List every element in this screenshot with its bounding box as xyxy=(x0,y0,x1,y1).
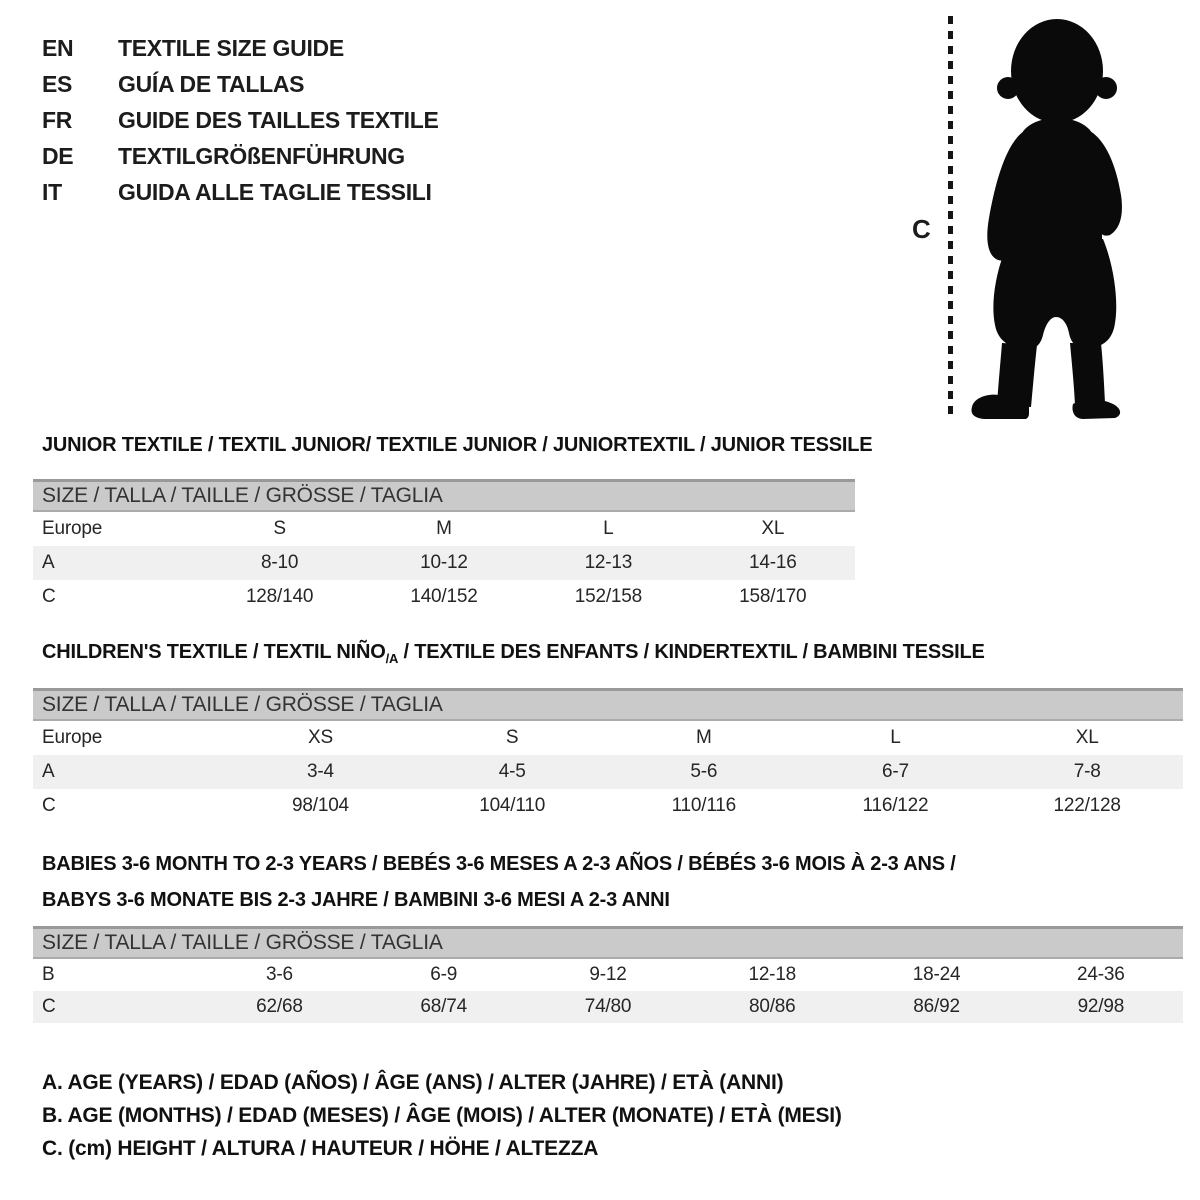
size-cell: 3-6 xyxy=(265,964,293,985)
lang-title: GUIDA ALLE TAGLIE TESSILI xyxy=(118,178,432,205)
table-row-height xyxy=(33,580,855,614)
size-cell: 10-12 xyxy=(362,546,526,580)
lang-row-en xyxy=(42,30,439,66)
size-cell: 116/122 xyxy=(862,795,929,816)
size-cell: 68/74 xyxy=(362,991,526,1023)
size-cell: 62/68 xyxy=(197,991,361,1023)
lang-row-it xyxy=(42,174,439,210)
size-header-bar: SIZE / TALLA / TAILLE / GRÖSSE / TAGLIA xyxy=(33,928,1183,959)
height-dotted-line-icon xyxy=(948,16,953,416)
children-size-table xyxy=(33,688,1183,823)
section-title-children xyxy=(42,641,985,666)
table-row-europe xyxy=(33,720,1183,755)
lang-title: GUÍA DE TALLAS xyxy=(118,70,305,97)
size-cell: XL xyxy=(761,518,785,539)
size-cell: 74/80 xyxy=(526,991,690,1023)
table-row-height xyxy=(33,991,1183,1023)
size-header-bar: SIZE / TALLA / TAILLE / GRÖSSE / TAGLIA xyxy=(33,690,1183,721)
lang-title: GUIDE DES TAILLES TEXTILE xyxy=(118,106,439,133)
size-cell: S xyxy=(505,727,519,748)
table-row-age xyxy=(33,755,1183,789)
babies-size-table xyxy=(33,926,1183,1023)
babies-title-line2: BABYS 3-6 MONATE BIS 2-3 JAHRE / BAMBINI 3-6 MESI A 2-3 ANNI xyxy=(42,889,670,911)
measure-legend xyxy=(42,1066,842,1165)
lang-code: IT xyxy=(42,178,62,205)
row-label: A xyxy=(33,755,225,789)
size-cell: XL xyxy=(1075,727,1099,748)
size-cell: M xyxy=(695,727,712,748)
size-cell: 92/98 xyxy=(1019,991,1183,1023)
row-label: C xyxy=(42,795,56,816)
section-title-babies xyxy=(42,846,956,918)
measure-c-label: C xyxy=(912,214,931,244)
size-cell: 6-7 xyxy=(800,755,992,789)
size-cell: 24-36 xyxy=(1077,964,1125,985)
size-cell: 98/104 xyxy=(292,795,349,816)
size-cell: 140/152 xyxy=(410,586,478,607)
lang-title: TEXTILGRÖßENFÜHRUNG xyxy=(118,142,405,169)
size-cell: 12-13 xyxy=(526,546,690,580)
lang-code: ES xyxy=(42,70,73,97)
size-cell: 158/170 xyxy=(739,586,807,607)
size-cell: M xyxy=(436,518,452,539)
table-header-row xyxy=(33,928,1183,959)
language-title-list xyxy=(42,30,439,210)
size-cell: S xyxy=(273,518,286,539)
height-measure-figure xyxy=(890,0,1190,430)
size-cell: 14-16 xyxy=(691,546,855,580)
size-cell: 152/158 xyxy=(574,586,642,607)
row-label: A xyxy=(33,546,197,580)
size-cell: 128/140 xyxy=(245,586,314,607)
row-label: Europe xyxy=(42,727,103,748)
children-title-prefix: CHILDREN'S TEXTILE / TEXTIL NIÑO xyxy=(42,641,386,663)
lang-row-es xyxy=(42,66,439,102)
size-cell: 7-8 xyxy=(991,755,1183,789)
junior-size-table xyxy=(33,479,855,614)
table-header-row xyxy=(33,690,1183,721)
size-cell: 86/92 xyxy=(854,991,1018,1023)
size-header-bar: SIZE / TALLA / TAILLE / GRÖSSE / TAGLIA xyxy=(33,481,855,512)
table-row-europe xyxy=(33,511,855,546)
section-title-junior: JUNIOR TEXTILE / TEXTIL JUNIOR/ TEXTILE JUNIOR / JUNIORTEXTIL / JUNIOR TESSILE xyxy=(42,434,873,456)
table-row-height xyxy=(33,789,1183,823)
children-title-sub: /A xyxy=(385,651,399,666)
row-label: B xyxy=(42,964,55,985)
size-cell: 8-10 xyxy=(197,546,361,580)
toddler-silhouette-icon xyxy=(962,13,1148,419)
table-header-row xyxy=(33,481,855,512)
size-cell: 122/128 xyxy=(1053,795,1121,816)
size-cell: 104/110 xyxy=(479,795,546,816)
lang-code: DE xyxy=(42,142,74,169)
size-cell: L xyxy=(603,518,614,539)
table-row-months xyxy=(33,958,1183,991)
size-cell: 4-5 xyxy=(416,755,608,789)
size-cell: 12-18 xyxy=(748,964,797,985)
legend-line-b: B. AGE (MONTHS) / EDAD (MESES) / ÂGE (MOIS) / ALTER (MONATE) / ETÀ (MESI) xyxy=(42,1104,842,1127)
lang-title: TEXTILE SIZE GUIDE xyxy=(118,34,344,61)
size-cell: 5-6 xyxy=(608,755,800,789)
row-label: C xyxy=(42,586,56,607)
size-cell: L xyxy=(890,727,901,748)
table-row-age xyxy=(33,546,855,580)
babies-title-line1: BABIES 3-6 MONTH TO 2-3 YEARS / BEBÉS 3-6 MESES A 2-3 AÑOS / BÉBÉS 3-6 MOIS À 2-3 ANS / xyxy=(42,853,956,875)
lang-row-fr xyxy=(42,102,439,138)
lang-code: EN xyxy=(42,34,74,61)
size-cell: 18-24 xyxy=(912,964,961,985)
row-label: C xyxy=(33,991,197,1023)
size-cell: 9-12 xyxy=(589,964,627,985)
size-cell: 80/86 xyxy=(690,991,854,1023)
size-cell: 3-4 xyxy=(225,755,417,789)
row-label: Europe xyxy=(42,518,103,539)
children-title-suffix: / TEXTILE DES ENFANTS / KINDERTEXTIL / BAMBINI TESSILE xyxy=(398,641,985,663)
lang-row-de xyxy=(42,138,439,174)
legend-line-a: A. AGE (YEARS) / EDAD (AÑOS) / ÂGE (ANS) / ALTER (JAHRE) / ETÀ (ANNI) xyxy=(42,1071,784,1094)
size-cell: 110/116 xyxy=(671,795,737,816)
lang-code: FR xyxy=(42,106,73,133)
size-cell: XS xyxy=(308,727,333,748)
size-cell: 6-9 xyxy=(430,964,458,985)
legend-line-c: C. (cm) HEIGHT / ALTURA / HAUTEUR / HÖHE / ALTEZZA xyxy=(42,1137,599,1160)
